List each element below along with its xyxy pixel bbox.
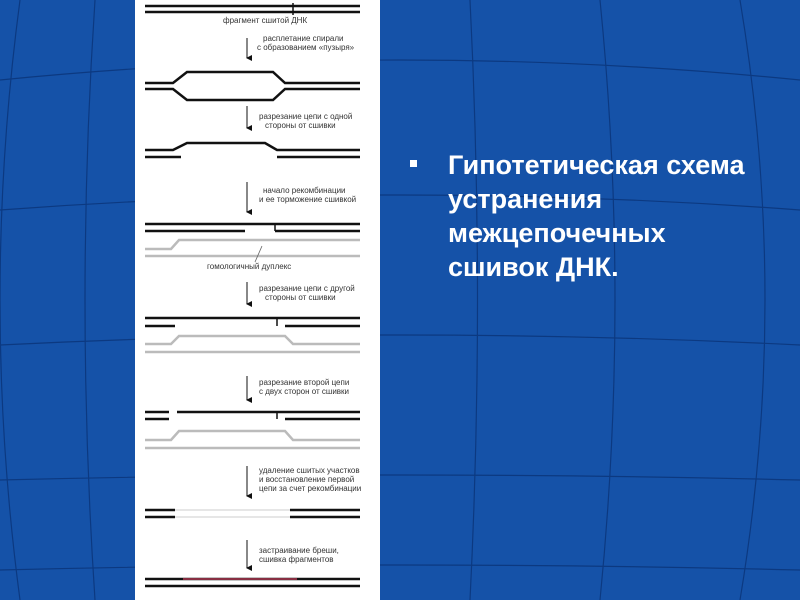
step1-crosslinked-dna	[145, 3, 360, 15]
label-removal-2: и восстановление первой	[259, 475, 355, 484]
label-gap-filling-2: сшивка фрагментов	[259, 555, 334, 564]
step8-ligation	[145, 579, 360, 586]
bullet-text-content: Гипотетическая схема устранения межцепочечных сшивок ДНК.	[448, 150, 745, 282]
step7-removal	[145, 510, 360, 517]
label-crosslinked-fragment: фрагмент сшитой ДНК	[223, 16, 308, 25]
step2-bubble	[145, 72, 360, 100]
label-removal-3: цепи за счет рекомбинации	[259, 484, 362, 493]
step3-one-side-cut	[145, 143, 360, 157]
label-unwinding-1: расплетание спирали	[263, 34, 344, 43]
label-unwinding-2: с образованием «пузыря»	[257, 43, 355, 52]
label-other-side-cut-2: стороны от сшивки	[265, 293, 336, 302]
label-second-strand-cut-2: с двух сторон от сшивки	[259, 387, 350, 396]
label-homologous-duplex: гомологичный дуплекс	[207, 262, 292, 271]
slide-bullet-text	[408, 148, 768, 284]
label-removal-1: удаление сшитых участков	[259, 466, 360, 475]
label-gap-filling-1: застраивание бреши,	[259, 546, 339, 555]
step6-second-strand-cut	[145, 412, 360, 448]
step5-other-side-cut	[145, 318, 360, 352]
label-one-side-cut-1: разрезание цепи с одной	[259, 112, 353, 121]
step4-recombination	[145, 224, 360, 262]
label-one-side-cut-2: стороны от сшивки	[265, 121, 336, 130]
dna-repair-diagram	[135, 0, 380, 600]
label-recombination-2: и ее торможение сшивкой	[259, 195, 357, 204]
label-second-strand-cut-1: разрезание второй цепи	[259, 378, 350, 387]
label-other-side-cut-1: разрезание цепи с другой	[259, 284, 355, 293]
label-recombination-1: начало рекомбинации	[263, 186, 346, 195]
